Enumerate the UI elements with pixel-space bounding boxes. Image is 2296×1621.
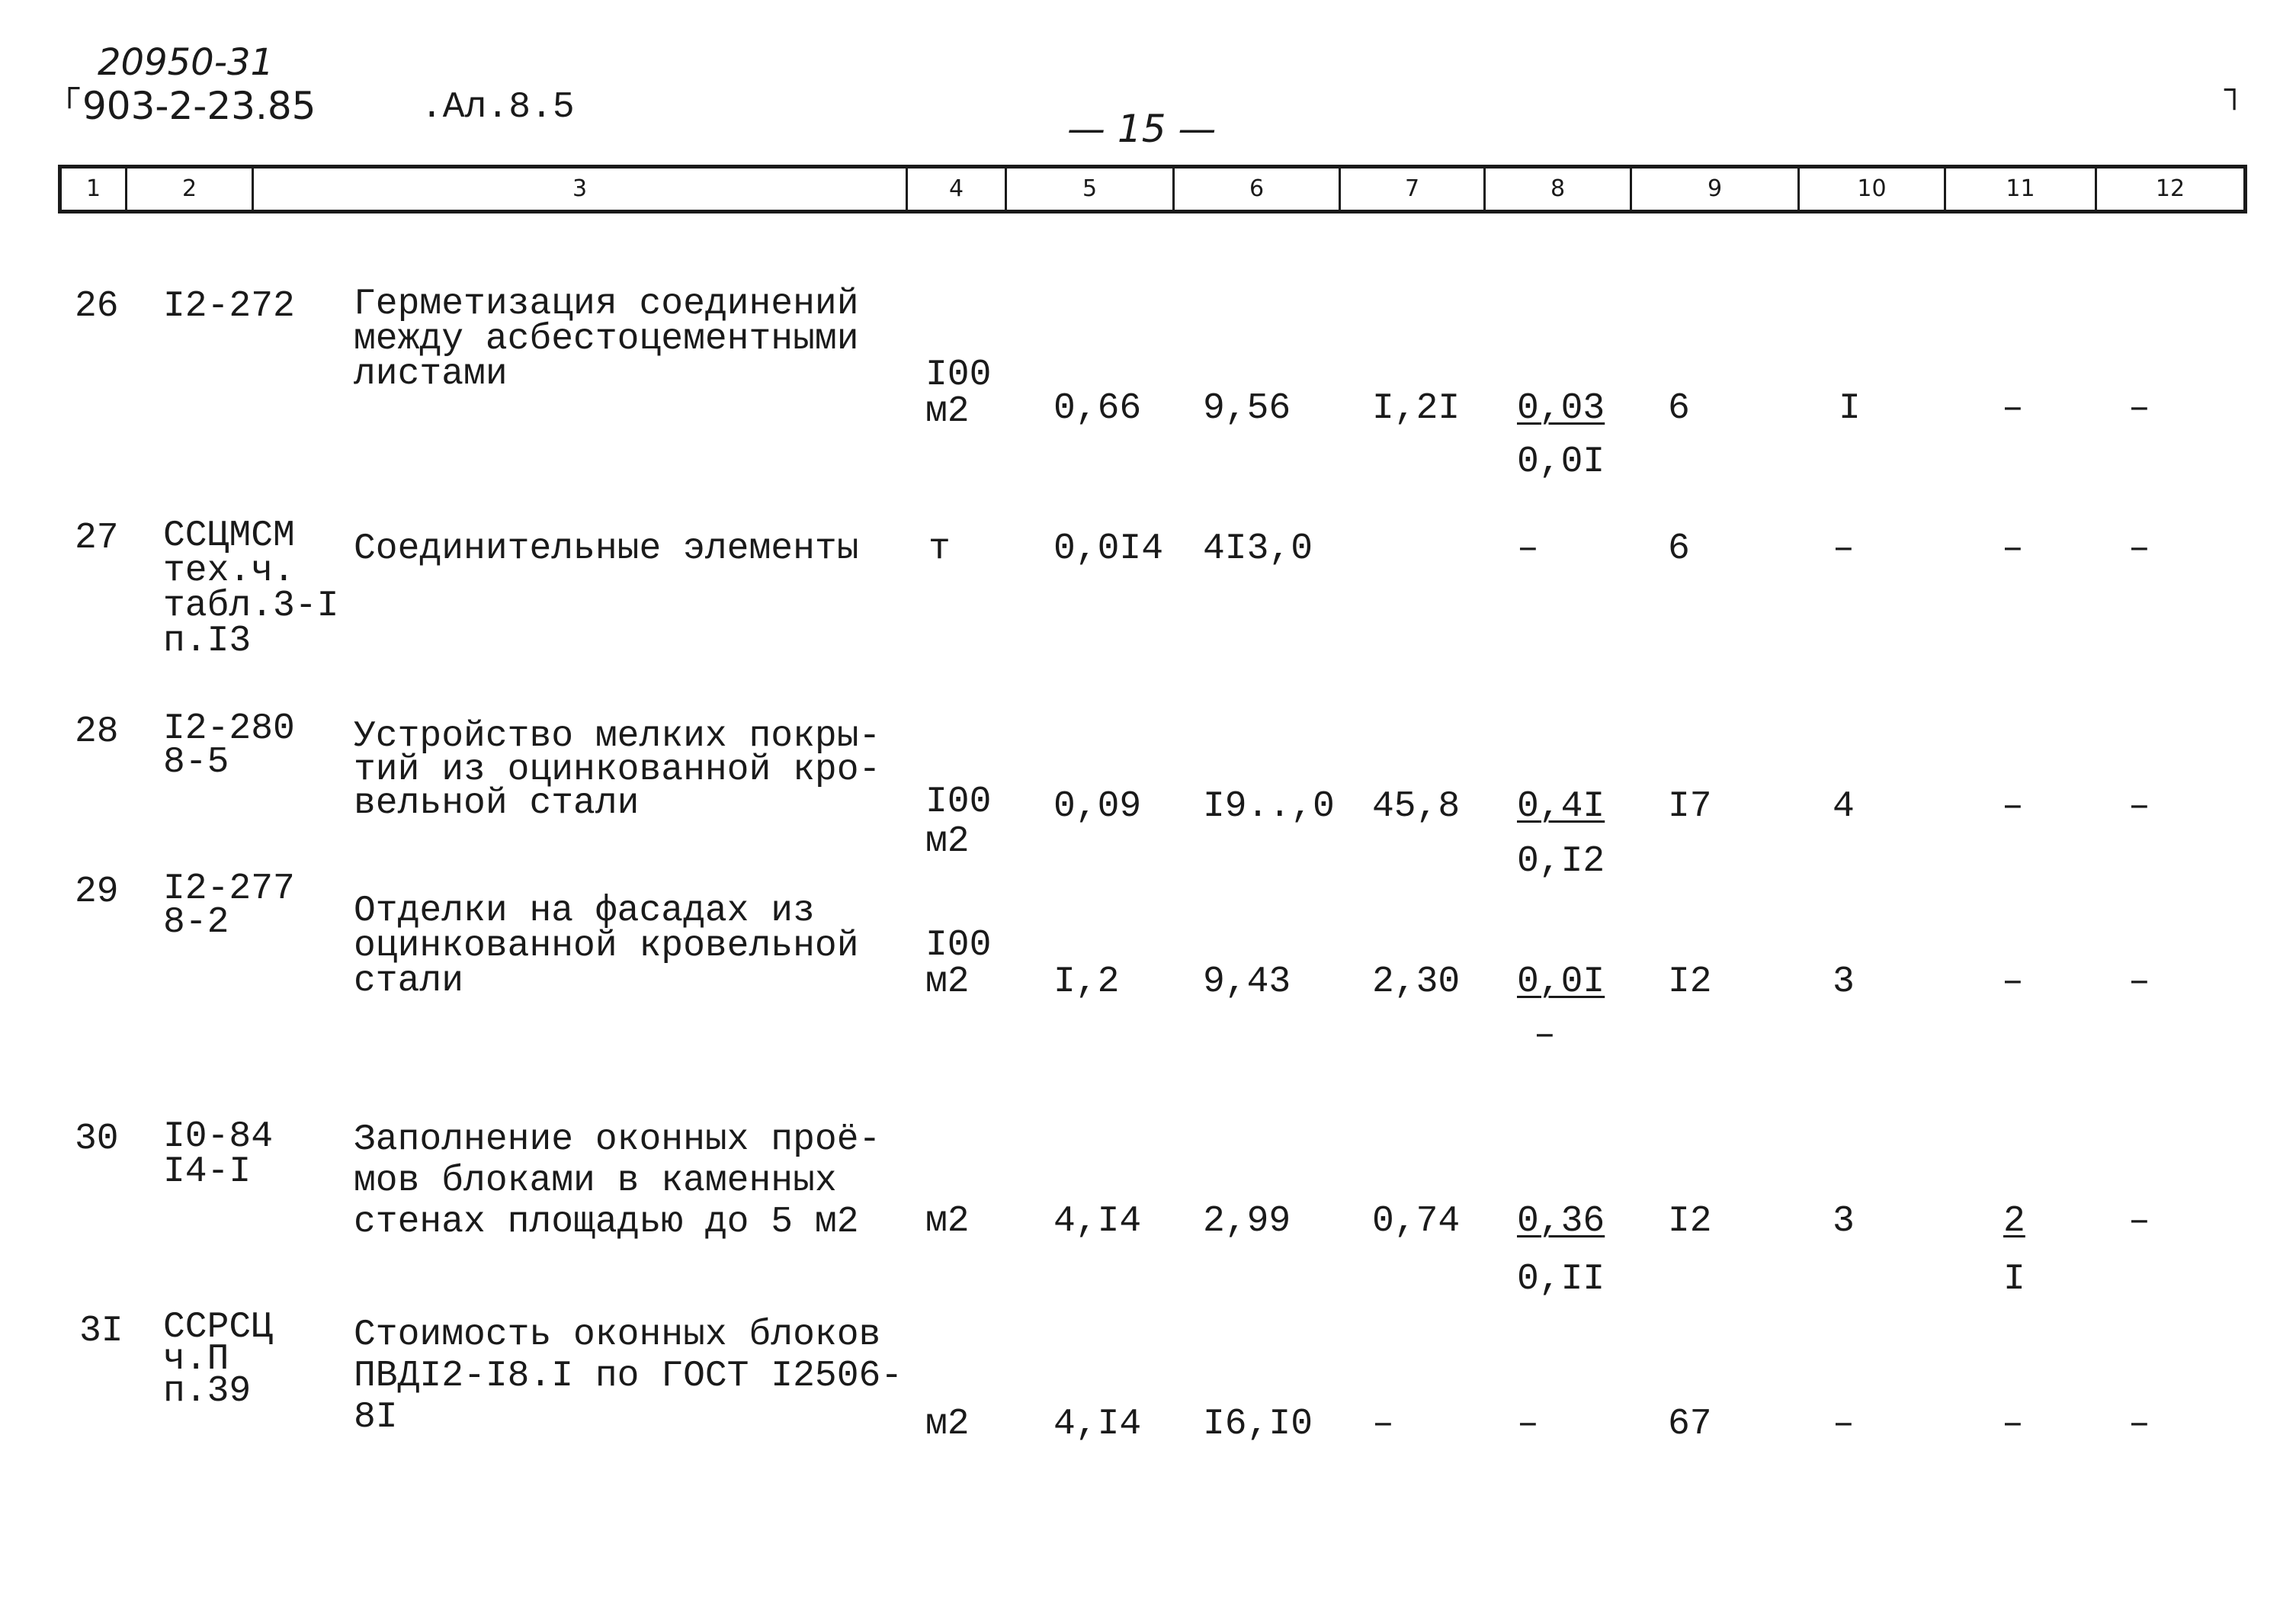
- row-col8-top: 0,36: [1517, 1201, 1605, 1242]
- row-col11-top: –: [2002, 786, 2024, 827]
- column-header: 5: [1007, 169, 1175, 210]
- row-description: Заполнение оконных проё- мов блоками в каменных стенах площадью до 5 м2: [354, 1119, 881, 1243]
- column-header: 6: [1175, 169, 1341, 210]
- row-col12: –: [2128, 786, 2150, 827]
- row-col12: –: [2128, 961, 2150, 1003]
- column-header: 7: [1341, 169, 1486, 210]
- row-col11-top: –: [2002, 528, 2024, 570]
- row-quantity: I,2: [1053, 961, 1120, 1003]
- row-description: Герметизация соединений между асбестоцементными листами: [354, 284, 859, 395]
- row-col10: 3: [1833, 961, 1855, 1003]
- row-col7: 45,8: [1372, 786, 1461, 827]
- row-col8-bottom: 0,II: [1517, 1259, 1605, 1300]
- row-code: I2-280 8-5: [163, 708, 295, 783]
- row-col7: 0,74: [1372, 1201, 1461, 1242]
- row-col9: 67: [1668, 1404, 1712, 1445]
- row-col12: –: [2128, 1201, 2150, 1242]
- column-header: 12: [2155, 175, 2185, 202]
- column-header-row: [58, 165, 2247, 213]
- row-description: Устройство мелких покры- тий из оцинкованной кро- вельной стали: [354, 716, 881, 824]
- row-col11-top: 2: [2003, 1201, 2025, 1242]
- row-col10: –: [1833, 528, 1855, 570]
- row-code: ССЦМСМ тех.ч. табл.3-I п.I3: [163, 515, 339, 662]
- row-col10: –: [1833, 1404, 1855, 1445]
- row-price: 9,43: [1203, 961, 1291, 1003]
- album-reference: .Ал.8.5: [421, 87, 575, 128]
- row-quantity: 0,0I4: [1053, 528, 1164, 570]
- page-number: — 15 —: [1067, 107, 1217, 151]
- row-code: I2-277 8-2: [163, 868, 295, 943]
- row-col8-top: –: [1517, 1404, 1539, 1445]
- row-price: I6,I0: [1203, 1404, 1313, 1445]
- column-header: 4: [908, 169, 1007, 210]
- row-number: 3I: [79, 1311, 123, 1352]
- corner-mark-left: ┌: [59, 71, 80, 109]
- row-col10: I: [1839, 388, 1861, 429]
- row-col8-top: 0,4I: [1517, 786, 1605, 827]
- row-number: 26: [75, 286, 119, 327]
- row-unit: м2: [925, 1201, 970, 1242]
- row-price: 9,56: [1203, 388, 1291, 429]
- row-price: I9..,0: [1203, 786, 1335, 827]
- row-col7: –: [1372, 1404, 1394, 1445]
- handwritten-archive-number: 20950-31: [98, 41, 274, 84]
- row-code: ССРСЦ ч.П п.39: [163, 1307, 274, 1412]
- row-unit: т: [928, 528, 951, 570]
- row-col8-top: 0,0I: [1517, 961, 1605, 1003]
- row-number: 29: [75, 871, 119, 913]
- row-col12: –: [2128, 1404, 2150, 1445]
- row-description: Отделки на фасадах из оцинкованной кровельной стали: [354, 891, 859, 1002]
- row-col11-top: –: [2002, 388, 2024, 429]
- row-col8-bottom: 0,0I: [1517, 441, 1605, 483]
- row-col9: I2: [1668, 1201, 1712, 1242]
- row-quantity: 4,I4: [1053, 1404, 1142, 1445]
- row-description: Стоимость оконных блоков ПВДI2-I8.I по ГОСТ I2506- 8I: [354, 1314, 903, 1438]
- row-col9: 6: [1668, 528, 1690, 570]
- row-col8-bottom: –: [1534, 1015, 1556, 1056]
- row-col11-bottom: I: [2003, 1259, 2025, 1300]
- column-header: 8: [1486, 169, 1632, 210]
- row-col8-bottom: 0,I2: [1517, 841, 1605, 882]
- row-unit: м2: [925, 1404, 970, 1445]
- row-description: Соединительные элементы: [354, 528, 859, 570]
- row-price: 4I3,0: [1203, 528, 1313, 570]
- row-code: I2-272: [163, 286, 295, 327]
- row-col9: I2: [1668, 961, 1712, 1003]
- row-col11-top: –: [2002, 1404, 2024, 1445]
- corner-mark-right: ┐: [2224, 72, 2245, 111]
- row-number: 28: [75, 711, 119, 753]
- row-quantity: 0,66: [1053, 388, 1142, 429]
- row-col8-top: 0,03: [1517, 388, 1605, 429]
- row-code: I0-84 I4-I: [163, 1116, 274, 1192]
- row-col12: –: [2128, 528, 2150, 570]
- column-header: 1: [62, 169, 127, 210]
- row-unit: I00 м2: [925, 925, 992, 1003]
- row-col11-top: –: [2002, 961, 2024, 1003]
- column-header: 9: [1632, 169, 1800, 210]
- row-col7: 2,30: [1372, 961, 1461, 1003]
- row-unit: I00 м2: [925, 355, 992, 432]
- row-number: 30: [75, 1119, 119, 1160]
- row-col8-top: –: [1517, 528, 1539, 570]
- row-quantity: 0,09: [1053, 786, 1142, 827]
- column-header: 3: [254, 169, 908, 210]
- row-col9: 6: [1668, 388, 1690, 429]
- row-price: 2,99: [1203, 1201, 1291, 1242]
- column-header: 2: [127, 169, 254, 210]
- row-quantity: 4,I4: [1053, 1201, 1142, 1242]
- row-col9: I7: [1668, 786, 1712, 827]
- column-header: 11: [1946, 169, 2097, 210]
- row-col7: I,2I: [1372, 388, 1461, 429]
- row-number: 27: [75, 518, 119, 559]
- document-code: 903-2-23.85: [82, 84, 316, 128]
- column-header: 10: [1800, 169, 1946, 210]
- row-col10: 3: [1833, 1201, 1855, 1242]
- row-col10: 4: [1833, 786, 1855, 827]
- row-col12: –: [2128, 388, 2150, 429]
- row-unit: I00 м2: [925, 782, 992, 862]
